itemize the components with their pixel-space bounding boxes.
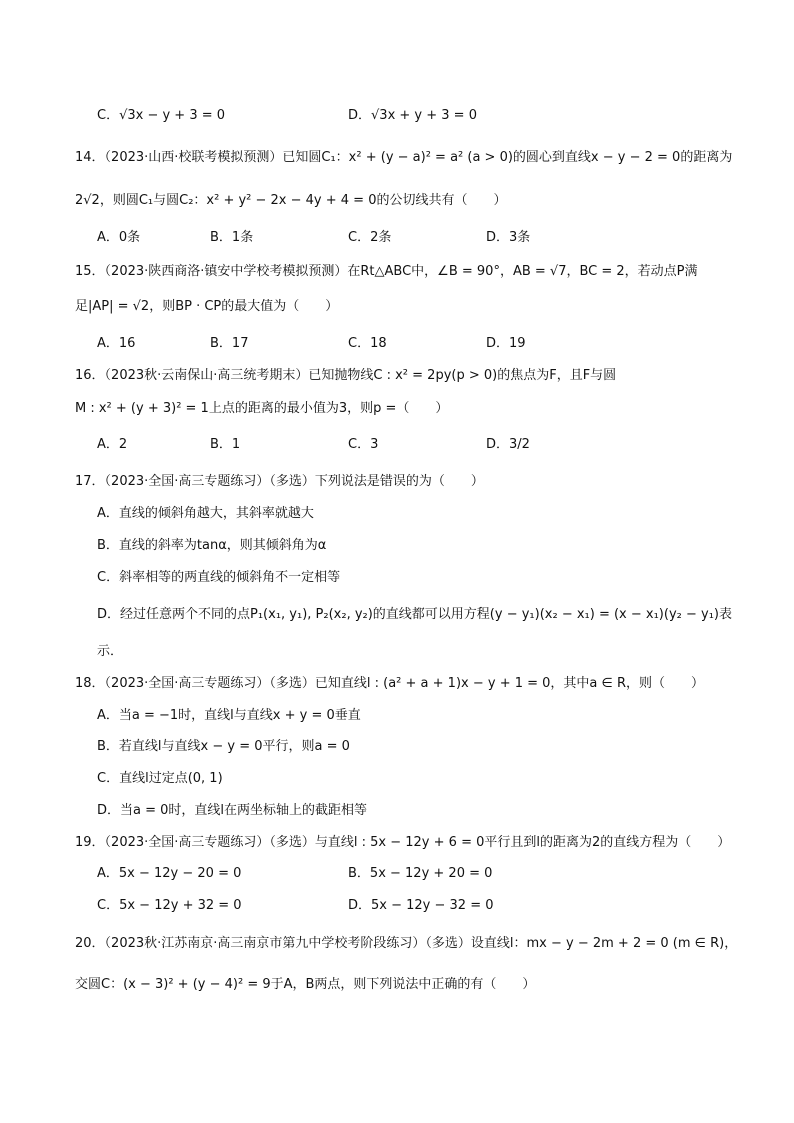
option-d-19: D．5x − 12y − 32 = 0 xyxy=(348,898,494,913)
option-c-18: C．直线l过定点(0, 1) xyxy=(97,771,223,786)
option-c-19: C．5x − 12y + 32 = 0 xyxy=(97,898,242,913)
option-a-18: A．当a = −1时，直线l与直线x + y = 0垂直 xyxy=(97,708,361,723)
option-b-18: B．若直线l与直线x − y = 0平行，则a = 0 xyxy=(97,739,350,754)
option-b-15: B．17 xyxy=(210,336,249,351)
question-20-stem-cont: 交圆C：(x − 3)² + (y − 4)² = 9于A，B两点，则下列说法中正确的有（ ） xyxy=(75,977,536,992)
option-d-18: D．当a = 0时，直线l在两坐标轴上的截距相等 xyxy=(97,803,368,818)
question-17-stem: 17．（2023·全国·高三专题练习）（多选）下列说法是错误的为（ ） xyxy=(75,474,484,489)
question-14-stem-cont: 2√2，则圆C₁与圆C₂：x² + y² − 2x − 4y + 4 = 0的公切线共有（ ） xyxy=(75,193,507,208)
option-b-14: B．1条 xyxy=(210,230,254,245)
option-d-15: D．19 xyxy=(486,336,526,351)
option-b-19: B．5x − 12y + 20 = 0 xyxy=(348,866,493,881)
option-a-15: A．16 xyxy=(97,336,136,351)
option-a-14: A．0条 xyxy=(97,230,141,245)
option-c-13: C．√3x − y + 3 = 0 xyxy=(97,108,226,123)
option-d-17: D．经过任意两个不同的点P₁(x₁, y₁), P₂(x₂, y₂)的直线都可以用方程(y − y₁)(x₂ − x₁) = (x − x₁)(y₂ − y₁)表 xyxy=(97,607,732,622)
option-a-19: A．5x − 12y − 20 = 0 xyxy=(97,866,242,881)
option-a-17: A．直线的倾斜角越大，其斜率就越大 xyxy=(97,506,314,521)
option-d-13: D．√3x + y + 3 = 0 xyxy=(348,108,477,123)
option-c-16: C．3 xyxy=(348,437,379,452)
option-d-16: D．3/2 xyxy=(486,437,530,452)
question-20-stem: 20．（2023秋·江苏南京·高三南京市第九中学校考阶段练习）（多选）设直线l：mx − y − 2m + 2 = 0 (m ∈ R)， xyxy=(75,936,738,951)
option-b-16: B．1 xyxy=(210,437,241,452)
option-c-15: C．18 xyxy=(348,336,387,351)
question-16-stem-cont: M : x² + (y + 3)² = 1上点的距离的最小值为3，则p =（ ） xyxy=(75,401,449,416)
question-16-stem: 16．（2023秋·云南保山·高三统考期末）已知抛物线C : x² = 2py(p > 0)的焦点为F，且F与圆 xyxy=(75,368,617,383)
question-15-stem: 15．（2023·陕西商洛·镇安中学校考模拟预测）在Rt△ABC中，∠B = 90°，AB = √7，BC = 2，若动点P满 xyxy=(75,264,698,279)
option-d-14: D．3条 xyxy=(486,230,531,245)
option-c-14: C．2条 xyxy=(348,230,392,245)
question-18-stem: 18．（2023·全国·高三专题练习）（多选）已知直线l : (a² + a + 1)x − y + 1 = 0，其中a ∈ R，则（ ） xyxy=(75,676,705,691)
option-a-16: A．2 xyxy=(97,437,128,452)
question-15-stem-cont: 足|AP| = √2，则BP · CP的最大值为（ ） xyxy=(75,299,339,314)
question-19-stem: 19．（2023·全国·高三专题练习）（多选）与直线l : 5x − 12y + 6 = 0平行且到l的距离为2的直线方程为（ ） xyxy=(75,835,731,850)
option-b-17: B．直线的斜率为tanα，则其倾斜角为α xyxy=(97,538,327,553)
question-14-stem: 14．（2023·山西·校联考模拟预测）已知圆C₁：x² + (y − a)² = a² (a > 0)的圆心到直线x − y − 2 = 0的距离为 xyxy=(75,150,733,165)
option-c-17: C．斜率相等的两直线的倾斜角不一定相等 xyxy=(97,570,341,585)
option-d-17-cont: 示． xyxy=(97,644,124,659)
